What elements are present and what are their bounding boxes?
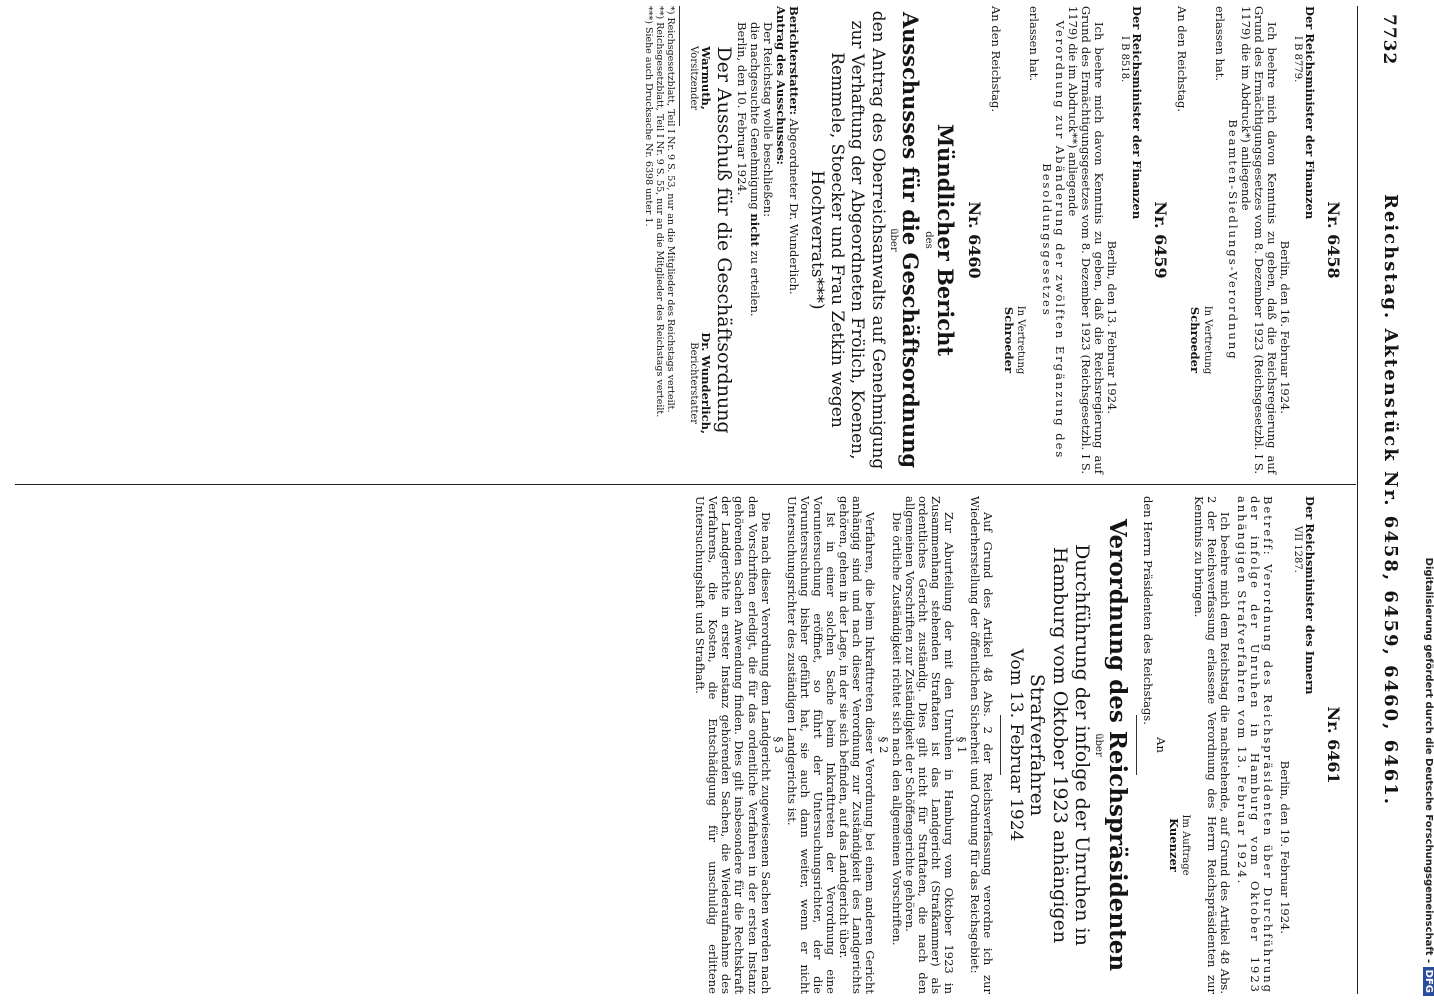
footnote-2: **) Reichsgesetzblatt, Teil I Nr. 9 S. 55, nur an die Mitglieder des Reichstags verteilt.	[653, 6, 665, 418]
reporter-value: Abgeordneter Dr. Wunderlich.	[787, 118, 802, 295]
sender: Der Reichsminister des Innern	[1302, 496, 1317, 695]
verordnung-subject: Durchführung der infolge der Unruhen in Hamburg vom Oktober 1923 anhängigen Strafverfahren	[1026, 544, 1094, 946]
report-date: Berlin, den 10. Februar 1924.	[734, 22, 749, 196]
doc-number: Nr. 6460	[964, 201, 984, 279]
signature-role: Im Auftrage	[1180, 814, 1192, 876]
date-line: Berlin, den 19. Februar 1924.	[1278, 760, 1293, 934]
body-text: Ich beehre mich dem Reichstag die nachstehende, auf Grund des Artikel 48 Abs. 2 der Reichsverfassung erlassene Verordnung des Herrn Reichspräsidenten zur Kenntnis zu bringen.	[1191, 496, 1232, 994]
reporter-name: Dr. Wunderlich,	[699, 332, 714, 434]
des-word: des	[922, 231, 934, 249]
section-1-text-2: Die örtliche Zuständigkeit richtet sich nach den allgemeinen Vorschriften.	[889, 512, 904, 946]
motion-line-1: Der Reichstag wolle beschließen:	[760, 22, 775, 217]
betreff-line: Betreff: Verordnung des Reichspräsidenten über Durchführung der infolge der Unruhen in Hamburg vom Oktober 1923 anhängigen Strafverfahren vom 13. Februar 1924.	[1234, 496, 1276, 994]
enclosure-title: Beamten-Siedlungs-Verordnung	[1225, 119, 1240, 361]
dfg-logo: DFG	[1423, 967, 1434, 996]
chair-role: Vorsitzender	[688, 46, 700, 111]
reference: I B 8779.	[1291, 36, 1303, 83]
addressee: An den Reichstag.	[1175, 6, 1190, 112]
closing: erlassen hat.	[1026, 6, 1041, 82]
addressee-2: den Herrn Präsidenten des Reichstags.	[1140, 496, 1155, 725]
document-6460	[642, 6, 983, 474]
motion-label: Antrag des Ausschusses:	[774, 6, 789, 165]
separator	[1136, 715, 1137, 775]
signature-name: Kuenzer	[1167, 818, 1182, 872]
closing: erlassen hat.	[1212, 6, 1227, 82]
committee-signature-title: Der Ausschuß für die Geschäftsordnung	[712, 46, 735, 434]
footnote-3: ***) Siehe auch Drucksache Nr. 6398 unter 1.	[642, 6, 654, 227]
chair-name: Warmuth,	[699, 46, 714, 110]
footnote-1: *) Reichsgesetzblatt, Teil I Nr. 9 S. 53, nur an die Mitglieder des Reichstags verteilt.	[664, 6, 676, 413]
signature-name: Schroeder	[1002, 306, 1017, 374]
reporter-line	[787, 6, 800, 474]
signature-role: In Vertretung	[1015, 305, 1027, 375]
footnote-rule	[679, 6, 680, 126]
verordnung	[693, 496, 1130, 994]
body-text: Ich beehre mich davon Kenntnis zu geben, daß die Reichsregierung auf Grund des Ermächtigungsgesetzes vom 8. Dezember 1923 (Reichsgesetzbl. I S. 1179) die im Abdruck**) anliegende	[1065, 6, 1107, 474]
page-number: 7732	[1379, 14, 1399, 66]
document-6461	[1136, 496, 1342, 994]
ueber-word: über	[1093, 733, 1105, 757]
document-6459	[989, 6, 1169, 474]
body-text: Ich beehre mich davon Kenntnis zu geben, daß die Reichsregierung auf Grund des Ermächtigungsgesetzes vom 8. Dezember 1923 (Reichsgesetzbl. I S. 1179) die im Abdruck*) anliegende	[1238, 6, 1280, 474]
verordnung-title: Verordnung des Reichspräsidenten	[1103, 518, 1131, 972]
separator	[1000, 715, 1001, 775]
sender: Der Reichsminister der Finanzen	[1302, 6, 1317, 220]
section-2-text-2: Ist in einer solchen Sache beim Inkrafttreten der Verordnung eine Voruntersuchung eröffnet, so führt der Untersuchungsrichter, der die Voruntersuchung bisher geführt hat, sie auch dann weiter, wenn er nicht Untersuchungsrichter des zuständigen Landgerichts ist.	[784, 496, 839, 994]
signature-name: Schroeder	[1188, 306, 1203, 374]
page-header	[1360, 14, 1406, 986]
motion-emphasis: nicht	[747, 213, 762, 247]
addressee-1: An	[1154, 737, 1168, 753]
section-3-text: Die nach dieser Verordnung dem Landgericht zugewiesenen Sachen werden nach den Vorschriften erledigt, die für das ordentliche Verfahren in der ersten Instanz gehörenden Sachen Anwendung finden. Dies gilt insbesondere für die Rechtskraft der Landgerichte in erster Instanz gehörenden Sachen, die Wiederaufnahme des Verfahrens, die Kosten, die Entschädigung für unschuldig erlittene Untersuchungshaft und Strafhaft.	[693, 496, 773, 994]
verordnung-date: Vom 13. Februar 1924	[1005, 648, 1026, 842]
signatories	[688, 6, 713, 474]
document-6458	[1175, 6, 1342, 474]
reference: I B 8518.	[1118, 36, 1130, 83]
right-column	[15, 496, 1348, 994]
section-2-text-1: Verfahren, die beim Inkrafttreten dieser Verordnung bei einem anderen Gericht anhängig sind und nach dieser Verordnung zur Zuständigkeit des Landgerichts gehören, gehen in der Lage, in der sie sich befinden, auf das Landgericht über.	[837, 496, 878, 994]
addressee: An den Reichstag.	[989, 6, 1003, 112]
dfg-credit-text: Digitalisierung gefördert durch die Deutsche Forschungsgemeinschaft -	[1423, 557, 1434, 964]
dfg-credit	[1420, 0, 1434, 1000]
reference: VII 1287.	[1291, 526, 1303, 573]
date-line: Berlin, den 16. Februar 1924.	[1278, 240, 1293, 414]
document-page	[15, 0, 1420, 1000]
page-title: Reichstag. Aktenstück Nr. 6458, 6459, 6460, 6461.	[1380, 193, 1401, 807]
date-line: Berlin, den 13. Februar 1924.	[1105, 240, 1120, 414]
section-3-heading: § 3	[771, 736, 786, 754]
motion-line-2	[748, 6, 761, 474]
header-rule	[1357, 6, 1358, 994]
report-title: Mündlicher Bericht	[932, 123, 958, 357]
section-2-heading: § 2	[876, 736, 891, 754]
column-divider	[15, 484, 1356, 485]
doc-number: Nr. 6461	[1324, 706, 1343, 784]
section-1-heading: § 1	[955, 736, 970, 754]
reporter-role: Berichterstatter	[688, 342, 700, 425]
doc-number: Nr. 6459	[1151, 201, 1170, 279]
reporter-label: Berichterstatter:	[787, 6, 802, 115]
preamble: Auf Grund des Artikel 48 Abs. 2 der Reichsverfassung verordne ich zur Wiederherstellung der öffentlichen Sicherheit und Ordnung für das Reichsgebiet:	[968, 496, 996, 994]
ueber-word: über	[888, 228, 900, 252]
enclosure-title: Verordnung zur Abänderung der zwölften Ergänzung des Besoldungsgesetzes	[1039, 20, 1067, 460]
left-column	[15, 6, 1348, 474]
signature-role: In Vertretung	[1201, 305, 1213, 375]
motion-text: die nachgesuchte Genehmigung	[747, 22, 762, 210]
report-subject: den Antrag des Oberreichsanwalts auf Genehmigung zur Verhaftung der Abgeordneten Frölich, Koenen, Remmele, Stoecker und Frau Zetkin wegen Hochverrats***)	[806, 10, 888, 470]
section-1-text-1: Zur Aburteilung der mit den Unruhen in Hamburg vom Oktober 1923 in Zusammenhang stehenden Straftaten ist das Landgericht (Strafkammer) als ordentliches Gericht zuständig. Dies gilt nicht für Straftaten, die nach den allgemeinen Vorschriften zur Zuständigkeit der Schöffengerichte gehören.	[902, 496, 957, 994]
committee-title: Ausschusses für die Geschäftsordnung	[898, 11, 924, 469]
doc-number: Nr. 6458	[1324, 201, 1343, 279]
sender: Der Reichsminister der Finanzen	[1129, 6, 1144, 220]
motion-text-end: zu erteilen.	[747, 250, 762, 317]
